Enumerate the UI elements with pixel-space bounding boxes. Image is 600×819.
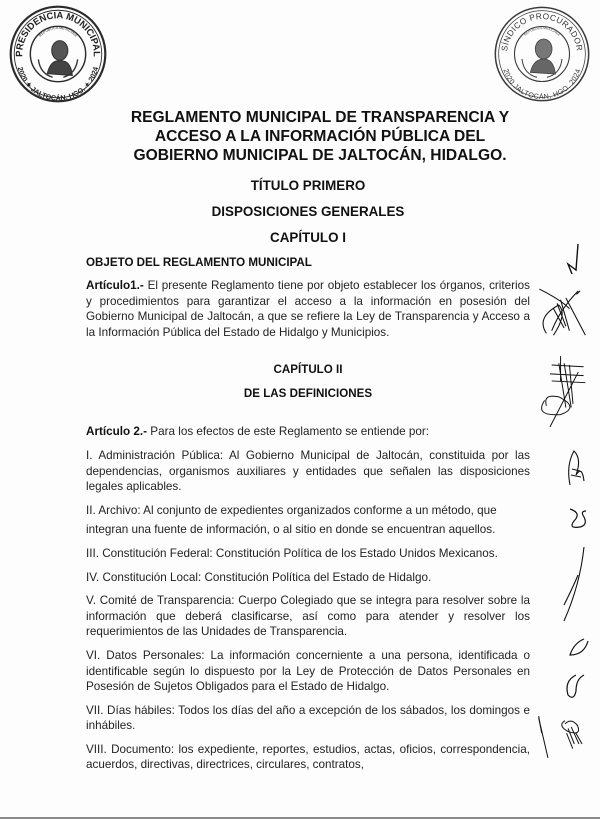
document-title-line-3: GOBIERNO MUNICIPAL DE JALTOCÁN, HIDALGO. — [133, 147, 507, 164]
articulo-1-text: El presente Reglamento tiene por objeto establecer los órganos, criterios y procedimientos para garantizar el acceso a la información en posesión del Gobierno Municipal de Jaltocán, a que se refiere la Ley de Transparencia y Acceso a la Información Pública del Estado de Hidalgo y Municipios. — [86, 279, 530, 339]
disposiciones-heading: DISPOSICIONES GENERALES — [211, 204, 405, 219]
capitulo-2-heading: CAPÍTULO II — [273, 363, 343, 377]
signature-6 — [550, 545, 590, 625]
stamp-left-outer-text: PRESIDENCIA MUNICIPAL — [14, 10, 102, 57]
definition-item-2: II. Archivo: Al conjunto de expedientes organizados conforme a un método, que — [86, 503, 497, 517]
stamp-left-bottom-text: 2020 ✦ JALTOCÁN, HGO. ✦ 2024 — [15, 66, 101, 103]
articulo-2-text: Para los efectos de este Reglamento se entiende por: — [147, 425, 430, 439]
signature-1 — [560, 240, 590, 280]
signature-8 — [534, 705, 596, 769]
signature-3 — [534, 352, 596, 432]
definition-item-5: V. Comité de Transparencia: Cuerpo Colegiado que se integra para resolver sobre la información que deberá clasificarse, así como para atender y resolver los requerimientos de las Unidades de Transparencia. — [86, 594, 530, 639]
signature-2 — [534, 280, 596, 346]
signature-5 — [564, 505, 594, 535]
articulo-2-label: Artículo 2.- — [86, 425, 148, 439]
definition-item-8: VIII. Documento: los expediente, reportes, estudios, actas, oficios, correspondencia, acuerdos, directivas, directrices, circulares, contratos, — [86, 742, 530, 772]
titulo-heading: TÍTULO PRIMERO — [250, 178, 366, 193]
stamp-right-inner-text: REPÚBLICA MEXICANA — [523, 25, 561, 37]
document-title-line-1: REGLAMENTO MUNICIPAL DE TRANSPARENCIA Y — [130, 109, 510, 126]
objeto-heading: OBJETO DEL REGLAMENTO MUNICIPAL — [86, 256, 312, 269]
definition-item-7: VII. Días hábiles: Todos los días del año a excepción de los sábados, los domingos e inhábiles. — [86, 703, 530, 733]
spacer — [86, 410, 530, 424]
stamp-right-outer-text: SÍNDICO PROCURADOR — [499, 10, 585, 52]
definition-item-2-cont: integran una fuente de información, o al sitio en donde se encuentran aquellos. — [86, 523, 496, 537]
signature-7 — [560, 635, 594, 705]
document-title — [70, 60, 570, 165]
definition-item-6: VI. Datos Personales: La información concerniente a una persona, identificada o identificable según lo dispuesto por la Ley de Protección de Datos Personales en Posesión de Sujetos Obligados para el Estado de Hidalgo. — [86, 648, 530, 694]
definition-item-1: I. Administración Pública: Al Gobierno Municipal de Jaltocán, constituida por las dependencias, organismos auxiliares y entidades que señalen las disposiciones legales aplicables. — [86, 448, 530, 494]
signature-4 — [562, 445, 592, 490]
definition-item-4: IV. Constitución Local: Constitución Política del Estado de Hidalgo. — [86, 570, 432, 584]
stamp-left-inner-text: REPÚBLICA MEXICANA — [38, 25, 78, 38]
definiciones-heading: DE LAS DEFINICIONES — [243, 387, 373, 401]
stamp-right-bottom-text: 2020 JALTOCÁN, HGO. 2024 — [501, 67, 583, 102]
document-title-line-2: ACCESO A LA INFORMACIÓN PÚBLICA DEL — [154, 128, 486, 145]
definition-item-3: III. Constitución Federal: Constitución Política de los Estado Unidos Mexicanos. — [86, 546, 498, 560]
spacer — [86, 348, 530, 362]
capitulo-1-heading: CAPÍTULO I — [270, 230, 346, 245]
articulo-2-paragraph — [86, 424, 530, 440]
articulo-1-label: Artículo1.- — [86, 279, 144, 292]
articulo-1-paragraph — [86, 278, 530, 340]
